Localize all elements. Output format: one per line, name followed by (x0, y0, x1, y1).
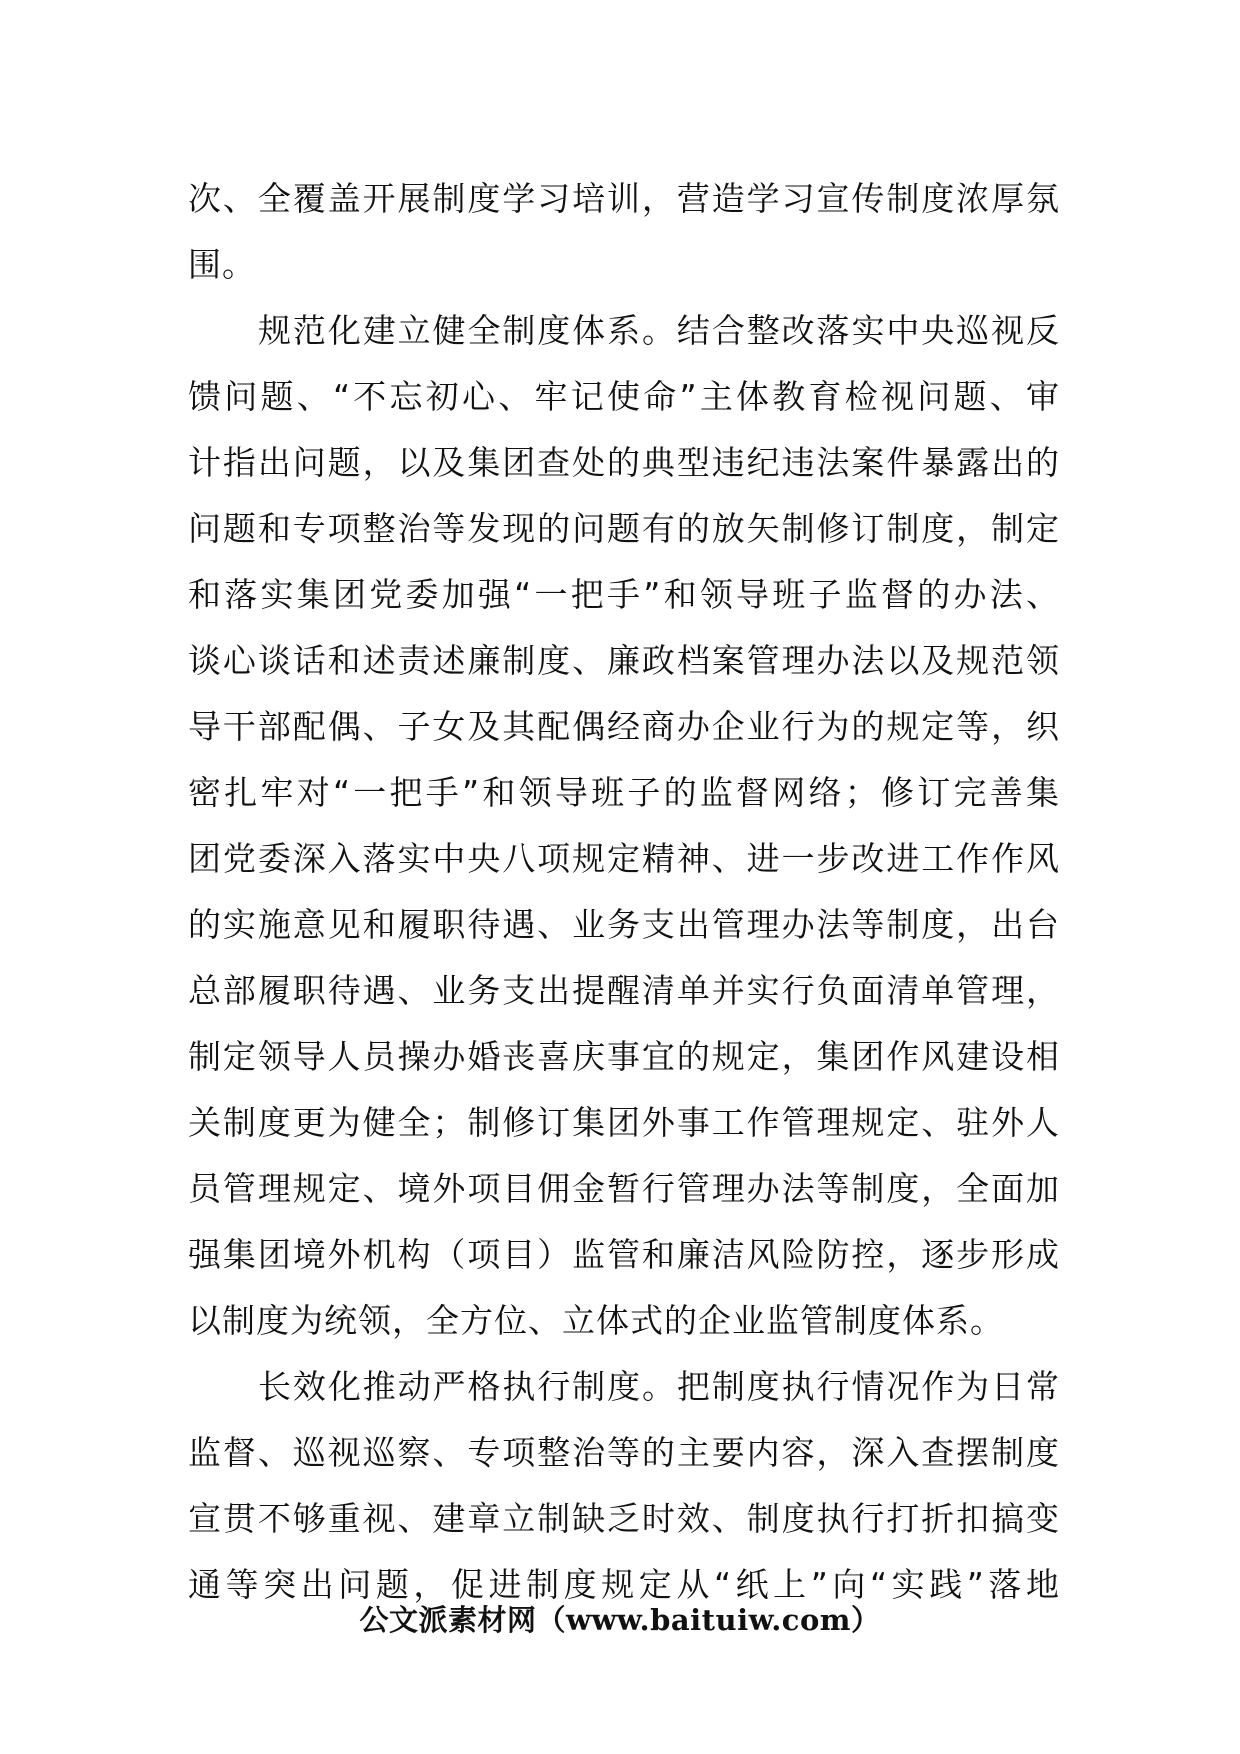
text-line: 总部履职待遇、业务支出提醒清单并实行负面清单管理， (188, 971, 1060, 1010)
text-line: 导干部配偶、子女及其配偶经商办企业行为的规定等，织 (188, 707, 1060, 746)
text-line: 团党委深入落实中央八项规定精神、进一步改进工作作风 (188, 839, 1060, 878)
text-line: 员管理规定、境外项目佣金暂行管理办法等制度，全面加 (188, 1169, 1060, 1208)
text-line: 围。 (188, 245, 256, 284)
document-body (188, 166, 1060, 1618)
text-line: 次、全覆盖开展制度学习培训，营造学习宣传制度浓厚氛 (188, 179, 1060, 218)
text-line: 和落实集团党委加强“一把手”和领导班子监督的办法、 (188, 575, 1060, 614)
footer-watermark: 公文派素材网（www.baituiw.com） (359, 1603, 881, 1637)
paragraph (188, 1354, 1060, 1618)
text-line: 强集团境外机构（项目）监管和廉洁风险防控，逐步形成 (188, 1235, 1060, 1274)
text-line: 宣贯不够重视、建章立制缺乏时效、制度执行打折扣搞变 (188, 1499, 1060, 1538)
text-line: 谈心谈话和述责述廉制度、廉政档案管理办法以及规范领 (188, 641, 1060, 680)
text-line: 问题和专项整治等发现的问题有的放矢制修订制度，制定 (188, 509, 1060, 548)
paragraph (188, 166, 1060, 298)
text-line: 关制度更为健全；制修订集团外事工作管理规定、驻外人 (188, 1103, 1060, 1142)
text-line: 的实施意见和履职待遇、业务支出管理办法等制度，出台 (188, 905, 1060, 944)
text-line: 计指出问题，以及集团查处的典型违纪违法案件暴露出的 (188, 443, 1060, 482)
text-line: 监督、巡视巡察、专项整治等的主要内容，深入查摆制度 (188, 1433, 1060, 1472)
text-line: 密扎牢对“一把手”和领导班子的监督网络；修订完善集 (188, 773, 1060, 812)
paragraph (188, 298, 1060, 1354)
text-line: 制定领导人员操办婚丧喜庆事宜的规定，集团作风建设相 (188, 1037, 1060, 1076)
text-line: 通等突出问题，促进制度规定从“纸上”向“实践”落地 (188, 1565, 1060, 1604)
text-line: 长效化推动严格执行制度。把制度执行情况作为日常 (258, 1367, 1060, 1406)
text-line: 馈问题、“不忘初心、牢记使命”主体教育检视问题、审 (188, 377, 1060, 416)
text-line: 规范化建立健全制度体系。结合整改落实中央巡视反 (258, 311, 1060, 350)
text-line: 以制度为统领，全方位、立体式的企业监管制度体系。 (188, 1301, 1004, 1340)
